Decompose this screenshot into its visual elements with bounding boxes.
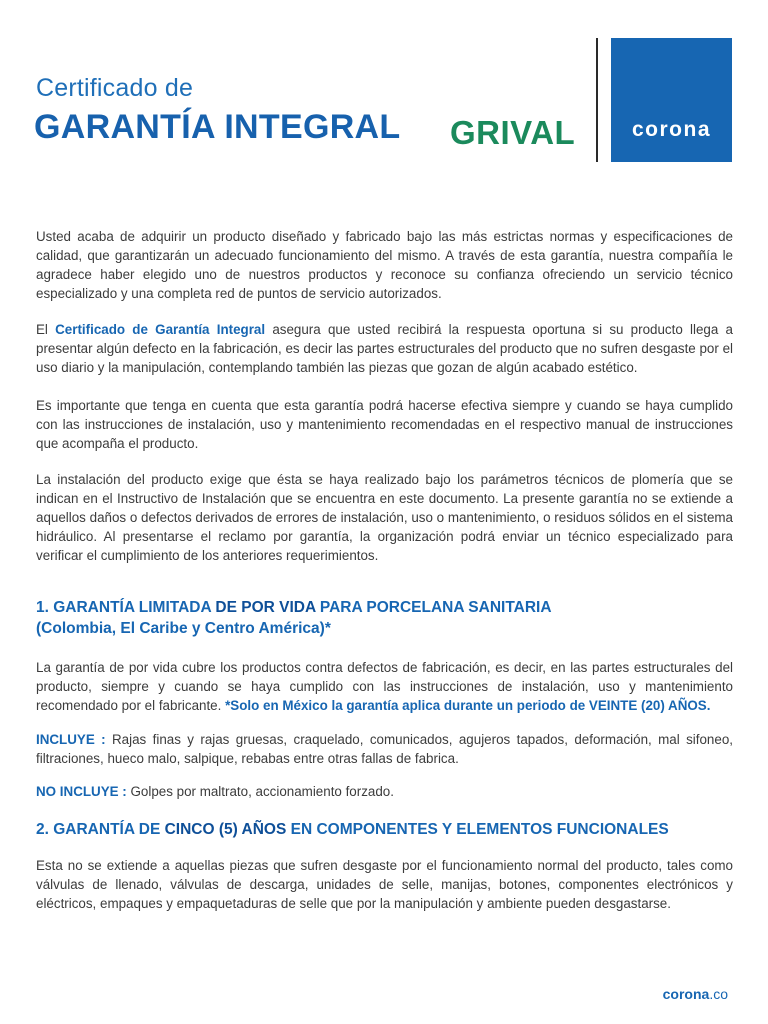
section2-heading-c: EN COMPONENTES Y ELEMENTOS FUNCIONALES [286, 821, 669, 838]
section1-heading-b: DE POR VIDA [215, 599, 316, 616]
logo-divider [596, 38, 598, 162]
no-incluye-label: NO INCLUYE : [36, 784, 127, 799]
incluye-paragraph [36, 730, 733, 768]
no-incluye-paragraph [36, 782, 733, 801]
footer-brand: corona [662, 986, 710, 1002]
footer-domain: .co [709, 986, 728, 1002]
incluye-label: INCLUYE : [36, 732, 106, 747]
intro-paragraph-1: Usted acaba de adquirir un producto diseñado y fabricado bajo las más estrictas normas y especificaciones de calidad, que garantizarán un adecuado funcionamiento del mismo. A través de esta garantía, nuestra compañía le agradece haber elegido uno de nuestros productos y reconoce su confianza ofreciendo un servicio técnico especializado y una completa red de puntos de servicio autorizados. [36, 229, 733, 301]
intro-paragraph-2 [36, 320, 733, 377]
section1-subheading: (Colombia, El Caribe y Centro América)* [36, 620, 331, 637]
corona-logo-text: corona [631, 118, 711, 141]
section2-heading-a: 2. GARANTÍA DE [36, 821, 165, 838]
footer-website [663, 986, 728, 1002]
section1-body [36, 658, 733, 715]
p2-highlight: Certificado de Garantía Integral [55, 322, 266, 337]
corona-logo [611, 38, 732, 162]
section2-heading [36, 819, 736, 840]
section1-body-highlight: *Solo en México la garantía aplica durante un periodo de VEINTE (20) AÑOS. [225, 698, 711, 713]
incluye-text: Rajas finas y rajas gruesas, craquelado, comunicados, agujeros tapados, deformación, mal sifoneo, filtraciones, hueco malo, salpique, rebabas entre otras fallas de fabrica. [36, 732, 733, 766]
section2-body: Esta no se extiende a aquellas piezas que sufren desgaste por el funcionamiento normal del producto, tales como válvulas de llenado, válvulas de descarga, unidades de selle, manijas, botones, componentes electrónicos y eléctricos, empaques y empaquetaduras de selle que por la manipulación y ambiente pueden desgastarse. [36, 858, 733, 911]
grival-logo: GRIVAL [450, 114, 576, 151]
title-small: Certificado de [36, 74, 194, 102]
p2-start: El [36, 322, 56, 337]
intro-paragraph-3: Es importante que tenga en cuenta que esta garantía podrá hacerse efectiva siempre y cuando se haya cumplido con las instrucciones de instalación, uso y mantenimiento recomendadas en el respectivo manual de instrucciones que acompaña el producto. [36, 398, 733, 451]
intro-paragraph-4: La instalación del producto exige que ésta se haya realizado bajo los parámetros técnicos de plomería que se indican en el Instructivo de Instalación que se encuentra en este documento. La presente garantía no se extiende a aquellos daños o defectos derivados de errores de instalación, uso o mantenimiento, o residuos sólidos en el sistema hidráulico. Al presentarse el reclamo por garantía, la organización podrá enviar un técnico especializado para verificar el cumplimiento de los anteriores requerimientos. [36, 472, 733, 563]
section1-heading-c: PARA PORCELANA SANITARIA [315, 599, 552, 616]
no-incluye-text: Golpes por maltrato, accionamiento forzado. [126, 784, 394, 799]
page-title: GARANTÍA INTEGRAL [34, 108, 401, 146]
section2-heading-b: CINCO (5) AÑOS [164, 821, 287, 838]
p2-end: asegura que usted recibirá la respuesta oportuna si su producto llega a presentar algún defecto en la fabricación, es decir las partes estructurales del producto que no sufren desgaste por el uso diario y la manipulación, contemplando también las piezas que gozan de algún acabado estético. [36, 322, 733, 375]
section1-heading-a: 1. GARANTÍA LIMITADA [36, 599, 216, 616]
section1-body-text: La garantía de por vida cubre los productos contra defectos de fabricación, es decir, en las partes estructurales del producto, siempre y cuando se haya cumplido con las instrucciones de instalación, uso y mantenimiento recomendado por el fabricante. [36, 660, 733, 713]
section1-heading [36, 597, 736, 618]
